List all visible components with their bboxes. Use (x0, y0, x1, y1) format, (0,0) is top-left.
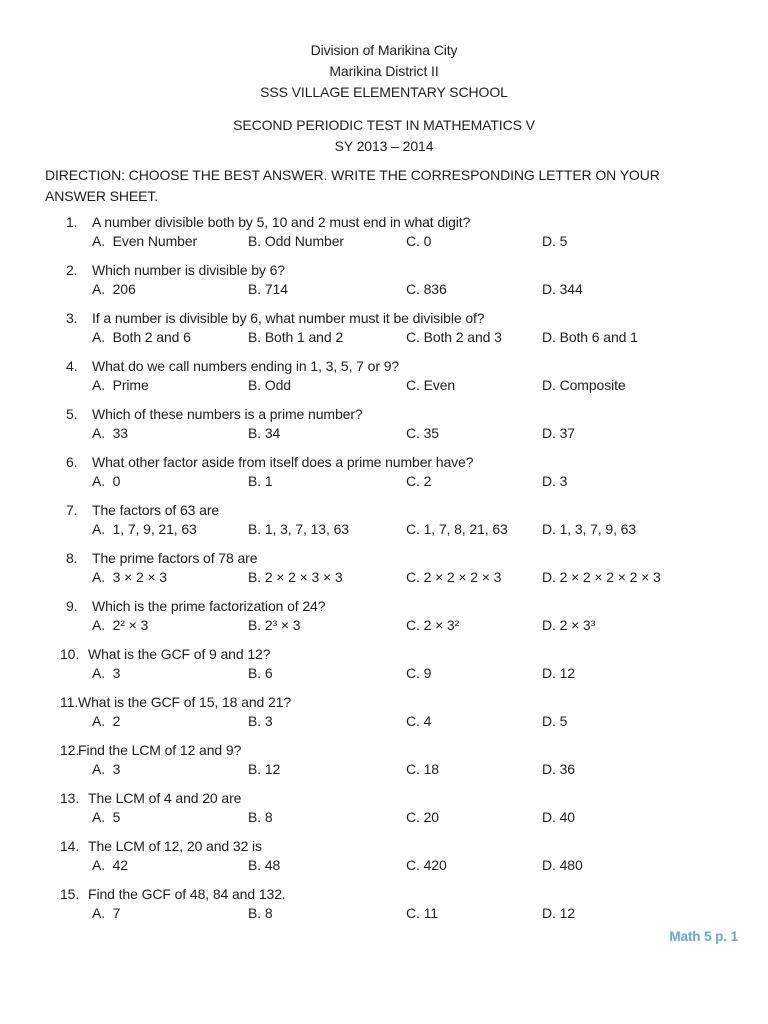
question-text: What is the GCF of 15, 18 and 21? (78, 694, 292, 710)
option-d: D. 12 (542, 665, 575, 681)
question-block-1 (0, 213, 768, 251)
question-number: 13. (60, 790, 80, 806)
option-b: B. Both 1 and 2 (248, 329, 344, 345)
question-block-6 (0, 453, 768, 491)
option-d: D. 37 (542, 425, 575, 441)
option-d: D. 480 (542, 857, 583, 873)
option-b: B. 3 (248, 713, 273, 729)
option-c: C. 18 (406, 761, 439, 777)
option-d: D. Both 6 and 1 (542, 329, 638, 345)
options-row (92, 232, 768, 251)
question-line (60, 645, 768, 664)
question-line (66, 501, 768, 520)
question-block-8 (0, 549, 768, 587)
options-row (92, 664, 768, 683)
question-block-12 (0, 741, 768, 779)
questions-list (0, 213, 768, 923)
option-d: D. 1, 3, 7, 9, 63 (542, 521, 637, 537)
option-a: A. Both 2 and 6 (92, 329, 191, 345)
option-b: B. 714 (248, 281, 288, 297)
option-c: C. 2 (406, 473, 432, 489)
option-d: D. 2 × 3³ (542, 617, 596, 633)
option-b: B. 8 (248, 809, 273, 825)
question-line (66, 261, 768, 280)
test-title (34, 115, 734, 157)
question-line (60, 693, 768, 712)
options-row (92, 616, 768, 635)
question-block-14 (0, 837, 768, 875)
option-a: A. 3 (92, 761, 121, 777)
direction-line-1: DIRECTION: CHOOSE THE BEST ANSWER. WRITE THE CORRESPONDING LETTER ON YOUR (45, 167, 660, 183)
option-d: D. 12 (542, 905, 575, 921)
option-b: B. 48 (248, 857, 281, 873)
question-text: What is the GCF of 9 and 12? (88, 646, 271, 662)
options-row (92, 808, 768, 827)
option-b: B. Odd (248, 377, 291, 393)
question-number: 2. (66, 262, 78, 278)
option-a: A. Prime (92, 377, 149, 393)
option-b: B. 1, 3, 7, 13, 63 (248, 521, 349, 537)
question-number: 4. (66, 358, 78, 374)
option-b: B. 12 (248, 761, 281, 777)
option-c: C. 9 (406, 665, 432, 681)
option-c: C. 836 (406, 281, 447, 297)
question-text: The prime factors of 78 are (92, 550, 258, 566)
options-row (92, 520, 768, 539)
direction-line-2: ANSWER SHEET. (45, 188, 159, 204)
option-c: C. 11 (406, 905, 438, 921)
question-block-5 (0, 405, 768, 443)
question-number: 11. (60, 694, 79, 710)
options-row (92, 712, 768, 731)
option-d: D. 40 (542, 809, 575, 825)
question-block-2 (0, 261, 768, 299)
option-d: D. 36 (542, 761, 575, 777)
question-block-7 (0, 501, 768, 539)
question-line (60, 885, 768, 904)
options-row (92, 424, 768, 443)
option-a: A. 2 (92, 713, 121, 729)
page-footer-label: Math 5 p. 1 (669, 929, 738, 944)
question-number: 9. (66, 598, 78, 614)
options-row (92, 376, 768, 395)
school-year-line: SY 2013 – 2014 (334, 138, 434, 154)
option-d: D. 3 (542, 473, 568, 489)
question-text: Which number is divisible by 6? (92, 262, 285, 278)
option-c: C. 0 (406, 233, 432, 249)
option-b: B. 2 × 2 × 3 × 3 (248, 569, 343, 585)
question-block-11 (0, 693, 768, 731)
question-block-3 (0, 309, 768, 347)
option-a: A. 1, 7, 9, 21, 63 (92, 521, 197, 537)
question-text: Which is the prime factorization of 24? (92, 598, 326, 614)
option-b: B. 6 (248, 665, 273, 681)
question-number: 5. (66, 406, 78, 422)
option-c: C. Even (406, 377, 456, 393)
option-d: D. Composite (542, 377, 626, 393)
option-d: D. 5 (542, 233, 568, 249)
question-number: 6. (66, 454, 78, 470)
question-text: Which of these numbers is a prime number? (92, 406, 363, 422)
option-b: B. 34 (248, 425, 281, 441)
option-c: C. 35 (406, 425, 439, 441)
question-line (66, 357, 768, 376)
question-block-13 (0, 789, 768, 827)
question-number: 3. (66, 310, 78, 326)
question-block-9 (0, 597, 768, 635)
question-line (66, 405, 768, 424)
option-a: A. 33 (92, 425, 128, 441)
question-number: 1. (66, 214, 78, 230)
question-number: 12. (60, 742, 80, 758)
question-text: What other factor aside from itself does a prime number have? (92, 454, 474, 470)
question-line (60, 741, 768, 760)
question-text: The LCM of 4 and 20 are (88, 790, 242, 806)
option-c: C. 1, 7, 8, 21, 63 (406, 521, 508, 537)
question-number: 8. (66, 550, 78, 566)
options-row (92, 568, 768, 587)
question-line (60, 789, 768, 808)
option-a: A. Even Number (92, 233, 198, 249)
question-block-15 (0, 885, 768, 923)
option-d: D. 344 (542, 281, 583, 297)
question-text: If a number is divisible by 6, what number must it be divisible of? (92, 310, 485, 326)
question-text: Find the LCM of 12 and 9? (78, 742, 242, 758)
question-line (66, 597, 768, 616)
options-row (92, 760, 768, 779)
option-a: A. 3 × 2 × 3 (92, 569, 167, 585)
header-division-line: Division of Marikina City (310, 42, 458, 58)
option-a: A. 42 (92, 857, 128, 873)
option-b: B. Odd Number (248, 233, 344, 249)
options-row (92, 280, 768, 299)
question-line (66, 309, 768, 328)
option-a: A. 3 (92, 665, 121, 681)
header-district-line: Marikina District II (329, 63, 439, 79)
options-row (92, 328, 768, 347)
question-number: 7. (66, 502, 78, 518)
header-school-line: SSS VILLAGE ELEMENTARY SCHOOL (260, 84, 508, 100)
question-line (66, 549, 768, 568)
school-header (34, 40, 734, 103)
question-text: What do we call numbers ending in 1, 3, 5, 7 or 9? (92, 358, 400, 374)
option-c: C. 20 (406, 809, 439, 825)
option-c: C. 2 × 2 × 2 × 3 (406, 569, 502, 585)
direction-text (45, 165, 733, 207)
question-number: 10. (60, 646, 80, 662)
question-text: The LCM of 12, 20 and 32 is (88, 838, 262, 854)
option-c: C. 4 (406, 713, 432, 729)
question-text: The factors of 63 are (92, 502, 220, 518)
question-line (66, 213, 768, 232)
option-a: A. 2² × 3 (92, 617, 149, 633)
option-d: D. 2 × 2 × 2 × 2 × 3 (542, 569, 661, 585)
question-number: 14. (60, 838, 80, 854)
question-block-4 (0, 357, 768, 395)
option-c: C. 420 (406, 857, 447, 873)
option-c: C. 2 × 3² (406, 617, 460, 633)
question-block-10 (0, 645, 768, 683)
test-title-line: SECOND PERIODIC TEST IN MATHEMATICS V (233, 117, 535, 133)
option-a: A. 5 (92, 809, 121, 825)
option-d: D. 5 (542, 713, 568, 729)
options-row (92, 856, 768, 875)
option-a: A. 206 (92, 281, 136, 297)
options-row (92, 904, 768, 923)
option-a: A. 7 (92, 905, 121, 921)
option-c: C. Both 2 and 3 (406, 329, 502, 345)
question-line (66, 453, 768, 472)
question-text: Find the GCF of 48, 84 and 132. (88, 886, 286, 902)
question-number: 15. (60, 886, 80, 902)
option-a: A. 0 (92, 473, 121, 489)
question-line (60, 837, 768, 856)
options-row (92, 472, 768, 491)
option-b: B. 2³ × 3 (248, 617, 301, 633)
question-text: A number divisible both by 5, 10 and 2 must end in what digit? (92, 214, 471, 230)
option-b: B. 8 (248, 905, 273, 921)
option-b: B. 1 (248, 473, 273, 489)
